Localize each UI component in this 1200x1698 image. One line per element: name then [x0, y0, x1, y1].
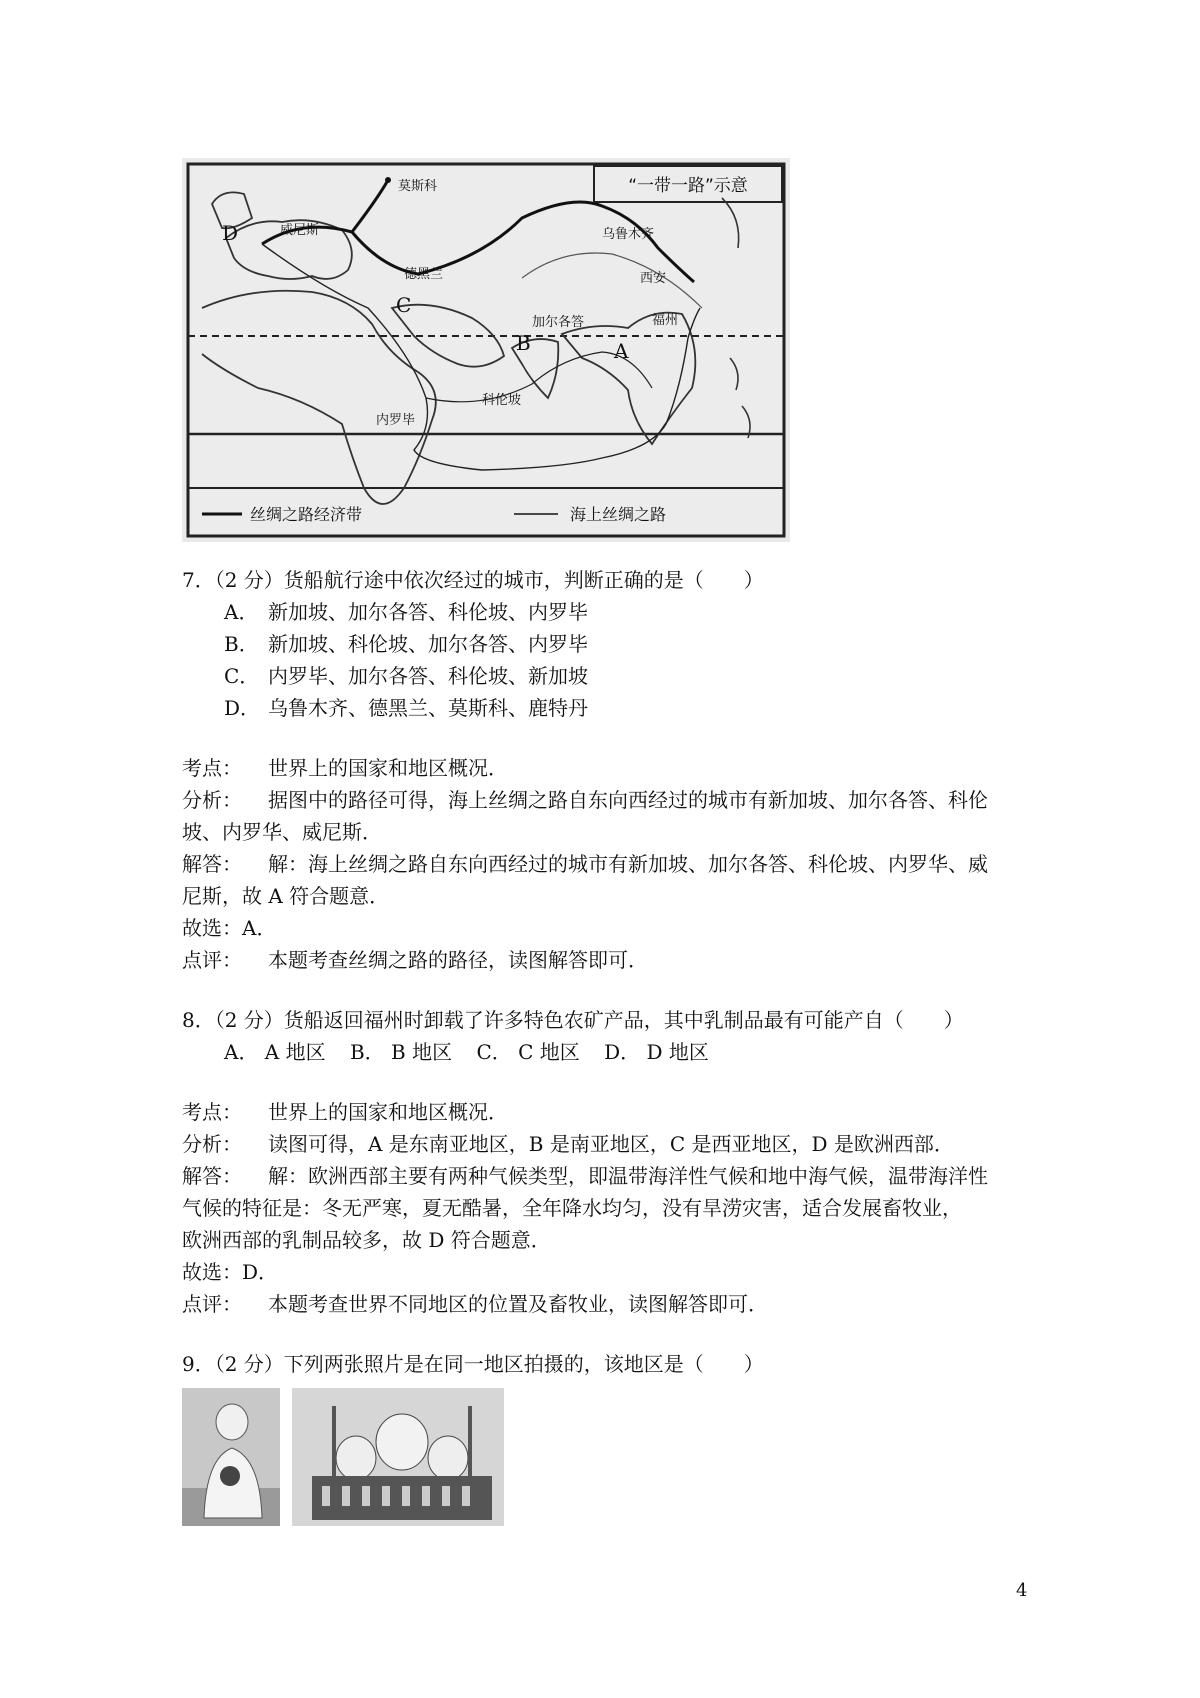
region-letter: B — [516, 331, 531, 355]
q8-jieda: 解答： 解：欧洲西部主要有两种气候类型，即温带海洋性气候和地中海气候，温带海洋性 — [182, 1164, 988, 1188]
city-label: 莫斯科 — [398, 179, 438, 194]
q8-answer: 故选：D． — [182, 1260, 279, 1284]
photo-mosque — [292, 1388, 504, 1526]
city-label: 乌鲁木齐 — [602, 227, 655, 242]
legend-land-route: 丝绸之路经济带 — [250, 505, 363, 524]
q7-option-c: C． 内罗毕、加尔各答、科伦坡、新加坡 — [224, 664, 588, 688]
q8-kaodian: 考点： 世界上的国家和地区概况． — [182, 1100, 508, 1124]
region-letter: D — [222, 221, 239, 245]
question-8-stem: 8．（2 分）货船返回福州时卸载了许多特色农矿产品，其中乳制品最有可能产自（ ） — [182, 1008, 964, 1032]
q7-option-a: A． 新加坡、加尔各答、科伦坡、内罗毕 — [224, 600, 588, 624]
question-9-stem: 9．（2 分）下列两张照片是在同一地区拍摄的，该地区是（ ） — [182, 1352, 764, 1376]
q8-option-c: C． C 地区 — [476, 1040, 580, 1064]
region-letter: C — [396, 293, 412, 317]
belt-road-map — [182, 158, 790, 542]
question-7-stem: 7．（2 分）货船航行途中依次经过的城市，判断正确的是（ ） — [182, 568, 764, 592]
photo-person — [182, 1388, 280, 1526]
city-label: 德黑兰 — [404, 267, 444, 282]
city-label: 内罗毕 — [376, 413, 416, 428]
q7-option-d: D． 乌鲁木齐、德黑兰、莫斯科、鹿特丹 — [224, 696, 588, 720]
q8-options — [224, 1036, 727, 1068]
q7-dianping: 点评： 本题考查丝绸之路的路径，读图解答即可． — [182, 948, 648, 972]
q8-option-a: A． A 地区 — [224, 1040, 326, 1064]
page-number: 4 — [1016, 1580, 1028, 1601]
q7-kaodian: 考点： 世界上的国家和地区概况． — [182, 756, 508, 780]
city-label: 福州 — [652, 313, 679, 328]
region-letter: A — [614, 339, 629, 363]
q7-answer: 故选：A． — [182, 916, 277, 940]
legend-sea-route: 海上丝绸之路 — [570, 505, 667, 524]
q8-fenxi: 分析： 读图可得，A 是东南亚地区，B 是南亚地区，C 是西亚地区，D 是欧洲西部． — [182, 1132, 954, 1156]
q8-dianping: 点评： 本题考查世界不同地区的位置及畜牧业，读图解答即可． — [182, 1292, 768, 1316]
q8-jieda-cont-2: 欧洲西部的乳制品较多，故 D 符合题意． — [182, 1228, 551, 1252]
q8-jieda-cont-1: 气候的特征是：冬无严寒，夏无酷暑，全年降水均匀，没有旱涝灾害，适合发展畜牧业， — [182, 1196, 962, 1220]
map-title: “一带一路”示意 — [628, 176, 748, 196]
q7-jieda-cont: 尼斯，故 A 符合题意． — [182, 884, 390, 908]
city-label: 西安 — [640, 271, 667, 286]
q7-fenxi-cont: 坡、内罗华、威尼斯． — [182, 820, 382, 844]
q8-option-b: B． B 地区 — [349, 1040, 453, 1064]
q8-option-d: D． D 地区 — [604, 1040, 709, 1064]
city-label: 科伦坡 — [482, 393, 522, 408]
city-label: 威尼斯 — [280, 223, 320, 238]
q7-option-b: B． 新加坡、科伦坡、加尔各答、内罗毕 — [224, 632, 588, 656]
q7-fenxi: 分析： 据图中的路径可得，海上丝绸之路自东向西经过的城市有新加坡、加尔各答、科伦 — [182, 788, 988, 812]
q7-jieda: 解答： 解：海上丝绸之路自东向西经过的城市有新加坡、加尔各答、科伦坡、内罗华、威 — [182, 852, 988, 876]
city-label: 加尔各答 — [532, 315, 585, 330]
